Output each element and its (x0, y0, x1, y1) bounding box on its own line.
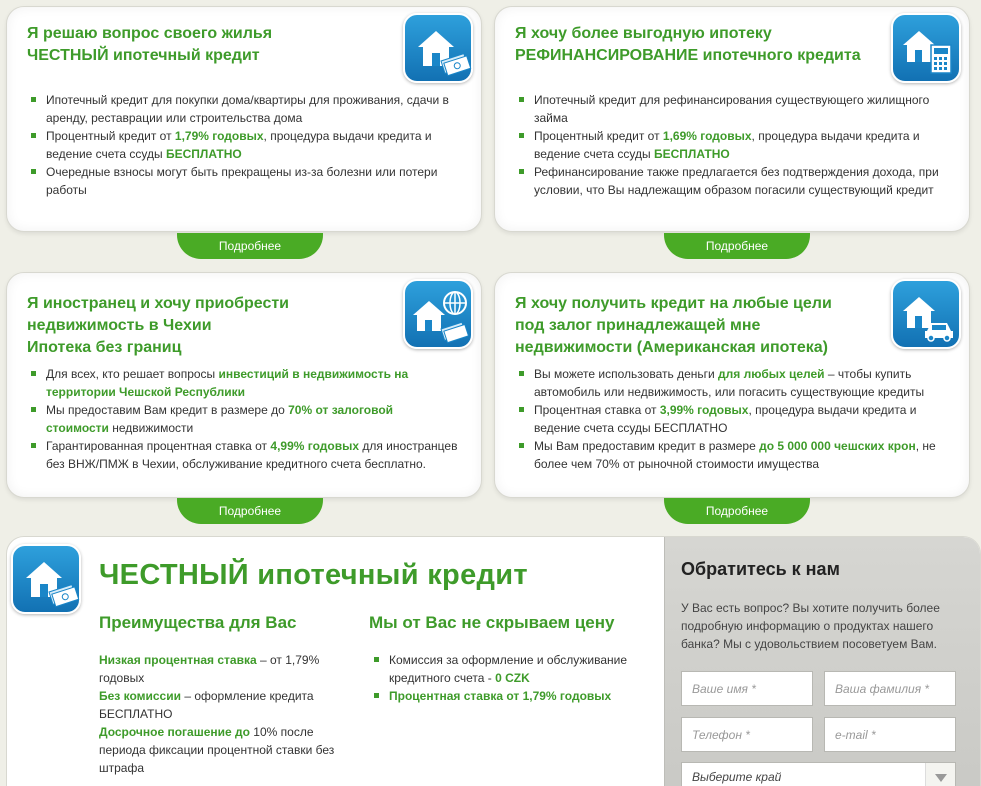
email-input[interactable] (824, 717, 956, 752)
item-text: , процедура выдачи кредита и ведение счета ссуды (46, 129, 432, 161)
product-card-refinancing (494, 6, 970, 232)
highlight-text: инвестиций в недвижимость на территории Чешской Республики (46, 367, 409, 399)
highlight-text: 70% от залоговой стоимости (46, 403, 394, 435)
item-text: Вы можете использовать деньги (534, 367, 719, 381)
item-text: Ипотечный кредит для рефинансирования существующего жилищного займа (534, 93, 930, 125)
item-text: , процедура выдачи кредита и ведение счета ссуды (534, 129, 920, 161)
advantage-item (99, 651, 349, 687)
chevron-down-icon[interactable] (925, 763, 955, 786)
card-title-line: Я иностранец и хочу приобрести (27, 295, 290, 312)
highlight-text: 0 CZK (495, 671, 530, 685)
feature-list (29, 365, 459, 473)
advantage-label: Досрочное погашение до (99, 725, 250, 739)
feature-list (517, 365, 947, 473)
more-button[interactable]: Подробнее (664, 498, 810, 524)
card-title (515, 23, 861, 67)
price-heading: Мы от Вас не скрываем цену (369, 613, 615, 632)
card-title-line: РЕФИНАНСИРОВАНИЕ ипотечного кредита (515, 47, 861, 64)
contact-form (664, 537, 981, 786)
highlight-text: БЕСПЛАТНО (166, 147, 242, 161)
house-money-icon (403, 13, 473, 83)
list-item (517, 401, 947, 437)
item-text: недвижимости (108, 421, 194, 435)
list-item (29, 127, 459, 163)
advantage-item (99, 723, 349, 777)
list-item (372, 651, 632, 687)
product-card-foreigners (6, 272, 482, 498)
list-item (517, 365, 947, 401)
card-title-line: Ипотека без границ (27, 339, 182, 356)
advantage-label: Без комиссии (99, 689, 181, 703)
item-text: Комиссия за оформление и обслуживание кредитного счета - (389, 653, 628, 685)
highlight-text: для любых целей (718, 367, 825, 381)
list-item (29, 401, 459, 437)
item-text: Мы предоставим Вам кредит в размере до (46, 403, 289, 417)
feature-list (29, 91, 459, 199)
advantage-label: Низкая процентная ставка (99, 653, 257, 667)
section-title: ЧЕСТНЫЙ ипотечный кредит (99, 559, 528, 591)
highlight-text: Процентная ставка от 1,79% годовых (389, 689, 612, 703)
list-item (517, 437, 947, 473)
more-button[interactable]: Подробнее (664, 233, 810, 259)
card-title-line: недвижимость в Чехии (27, 317, 212, 334)
advantage-text: 10% после периода фиксации процентной ставки без штрафа (99, 725, 335, 775)
item-text: , не более чем 70% от рыночной стоимости имущества (534, 439, 936, 471)
card-title-line: Я хочу более выгодную ипотеку (515, 25, 772, 42)
list-item (29, 365, 459, 401)
list-item (372, 687, 632, 705)
item-text: Процентная ставка от (534, 403, 660, 417)
product-card-american-mortgage (494, 272, 970, 498)
house-globe-icon (403, 279, 473, 349)
item-text: Мы Вам предоставим кредит в размере (534, 439, 760, 453)
advantages-heading: Преимущества для Вас (99, 613, 297, 632)
first-name-input[interactable] (681, 671, 813, 706)
advantage-text: – оформление кредита БЕСПЛАТНО (99, 689, 314, 721)
list-item (517, 91, 947, 127)
list-item (517, 163, 947, 199)
item-text: Процентный кредит от (534, 129, 663, 143)
highlight-text: 1,69% годовых (662, 129, 752, 143)
list-item (29, 163, 459, 199)
card-title (515, 293, 832, 359)
contact-heading: Обратитесь к нам (681, 559, 840, 579)
card-title-line: Я хочу получить кредит на любые цели (515, 295, 832, 312)
item-text: – чтобы купить автомобиль или недвижимость, или погасить существующие кредиты (534, 367, 925, 399)
contact-description: У Вас есть вопрос? Вы хотите получить более подробную информацию о продуктах нашего банка? Мы с удовольствием посоветуем Вам. (681, 601, 940, 651)
item-text: Гарантированная процентная ставка от (46, 439, 271, 453)
more-button[interactable]: Подробнее (177, 498, 323, 524)
item-text: для иностранцев без ВНЖ/ПМЖ в Чехии, обслуживание кредитного счета бесплатно. (46, 439, 458, 471)
card-title (27, 23, 272, 67)
item-text: Ипотечный кредит для покупки дома/квартиры для проживания, сдачи в аренду, реставрации или строительства дома (46, 93, 449, 125)
more-button[interactable]: Подробнее (177, 233, 323, 259)
card-title-line: Я решаю вопрос своего жилья (27, 25, 273, 42)
card-title-line: недвижимости (Американская ипотека) (515, 339, 828, 356)
house-money-icon (11, 544, 81, 614)
house-calculator-icon (891, 13, 961, 83)
item-text: Рефинансирование также предлагается без подтверждения дохода, при условии, что Вы надлежащим образом погасили существующий кредит (534, 165, 939, 197)
price-list (372, 651, 632, 705)
advantage-item (99, 687, 349, 723)
item-text: Процентный кредит от (46, 129, 175, 143)
highlight-text: до 5 000 000 чешских крон (759, 439, 916, 453)
last-name-input[interactable] (824, 671, 956, 706)
item-text: Для всех, кто решает вопросы (46, 367, 219, 381)
house-car-icon (891, 279, 961, 349)
list-item (517, 127, 947, 163)
item-text: , процедура выдачи кредита и ведение счета ссуды БЕСПЛАТНО (534, 403, 917, 435)
list-item (29, 437, 459, 473)
card-title-line: под залог принадлежащей мне (515, 317, 761, 334)
product-card-honest-mortgage (6, 6, 482, 232)
region-select[interactable] (681, 762, 956, 786)
region-select-value: Выберите край (692, 770, 782, 784)
card-title-line: ЧЕСТНЫЙ ипотечный кредит (27, 47, 260, 64)
card-title (27, 293, 289, 359)
highlight-text: 4,99% годовых (270, 439, 360, 453)
highlight-text: 1,79% годовых (174, 129, 264, 143)
honest-mortgage-details (6, 536, 981, 786)
advantage-text: – от 1,79% годовых (99, 653, 320, 685)
list-item (29, 91, 459, 127)
item-text: Очередные взносы могут быть прекращены из-за болезни или потери работы (46, 165, 438, 197)
highlight-text: 3,99% годовых (659, 403, 749, 417)
advantages-list (99, 651, 349, 777)
feature-list (517, 91, 947, 199)
phone-input[interactable] (681, 717, 813, 752)
highlight-text: БЕСПЛАТНО (654, 147, 730, 161)
